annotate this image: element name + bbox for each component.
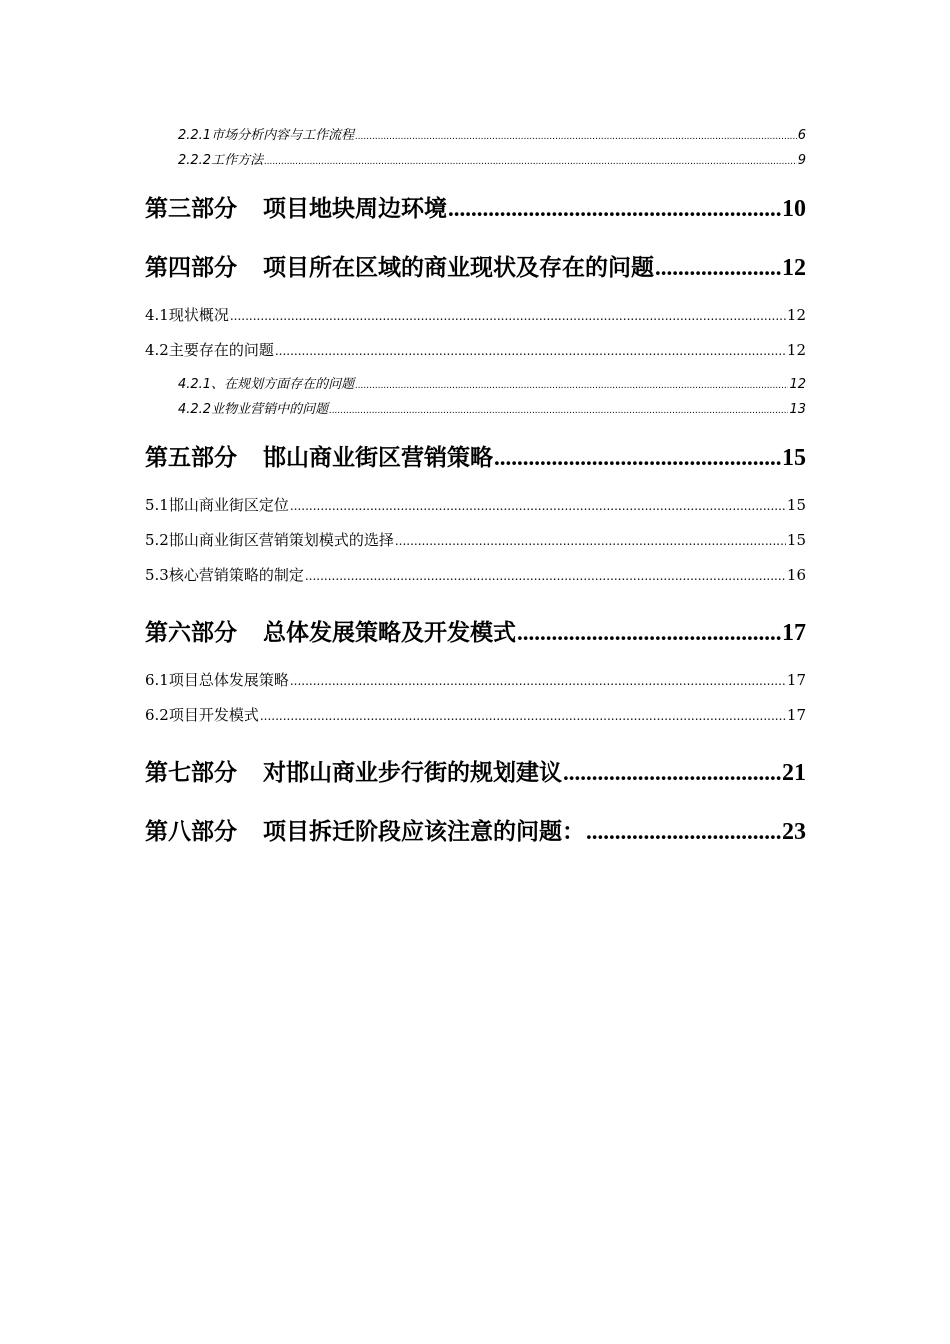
toc-entry-5-2[interactable] <box>145 529 806 551</box>
dot-leader <box>517 617 781 649</box>
toc-part-label <box>145 816 585 848</box>
dot-leader <box>586 816 781 848</box>
dot-leader <box>395 530 786 552</box>
toc-entry-5-1[interactable] <box>145 494 806 516</box>
toc-entry-label: 5.3核心营销策略的制定 <box>145 566 304 584</box>
toc-page-number: 15 <box>782 445 806 471</box>
toc-page-number: 12 <box>789 377 806 392</box>
toc-page-number: 17 <box>786 671 806 689</box>
toc-entry-4-2[interactable] <box>145 339 806 361</box>
toc-page-number: 6 <box>797 128 806 143</box>
toc-part-number: 第三部分 <box>145 196 237 222</box>
toc-part-label <box>145 442 493 474</box>
toc-entry-label: 6.1项目总体发展策略 <box>145 671 289 689</box>
toc-entry-label: 4.2.1、在规划方面存在的问题 <box>178 377 355 392</box>
toc-part-label <box>145 252 654 284</box>
toc-page-number: 10 <box>782 196 806 222</box>
dot-leader <box>655 252 781 284</box>
toc-part-title: 项目所在区域的商业现状及存在的问题 <box>263 255 654 281</box>
dot-leader <box>563 757 781 789</box>
dot-leader <box>494 442 781 474</box>
toc-entry-label: 6.2项目开发模式 <box>145 706 259 724</box>
toc-part-title: 对邯山商业步行街的规划建议 <box>263 760 562 786</box>
toc-page-number: 9 <box>797 153 806 168</box>
toc-part-8[interactable] <box>145 816 806 848</box>
toc-entry-label: 4.2.2业物业营销中的问题 <box>178 402 329 417</box>
toc-entry-2-2-2[interactable] <box>178 152 806 170</box>
toc-page-number: 21 <box>782 760 806 786</box>
toc-part-4[interactable] <box>145 252 806 284</box>
toc-page-number: 15 <box>786 496 806 514</box>
toc-part-title: 项目拆迁阶段应该注意的问题： <box>263 819 585 845</box>
toc-part-number: 第五部分 <box>145 445 237 471</box>
toc-entry-label: 4.1现状概况 <box>145 306 229 324</box>
toc-page-number: 12 <box>786 341 806 359</box>
dot-leader <box>355 128 797 146</box>
dot-leader <box>448 193 781 225</box>
dot-leader <box>275 340 786 362</box>
toc-entry-4-1[interactable] <box>145 304 806 326</box>
toc-part-number: 第四部分 <box>145 255 237 281</box>
toc-entry-4-2-2[interactable] <box>178 401 806 419</box>
toc-part-label <box>145 757 562 789</box>
toc-part-label <box>145 193 447 225</box>
toc-page-number: 12 <box>782 255 806 281</box>
toc-entry-label: 4.2主要存在的问题 <box>145 341 274 359</box>
toc-entry-label: 5.2邯山商业街区营销策划模式的选择 <box>145 531 394 549</box>
toc-part-7[interactable] <box>145 757 806 789</box>
toc-page-number: 17 <box>786 706 806 724</box>
toc-part-title: 项目地块周边环境 <box>263 196 447 222</box>
toc-part-number: 第七部分 <box>145 760 237 786</box>
dot-leader <box>260 705 786 727</box>
toc-entry-label: 2.2.1市场分析内容与工作流程 <box>178 128 355 143</box>
toc-part-number: 第六部分 <box>145 620 237 646</box>
toc-page-number: 15 <box>786 531 806 549</box>
toc-entry-4-2-1[interactable] <box>178 376 806 394</box>
toc-part-title: 邯山商业街区营销策略 <box>263 445 493 471</box>
toc-entry-label: 2.2.2工作方法 <box>178 153 264 168</box>
toc-part-label <box>145 617 516 649</box>
dot-leader <box>355 377 788 395</box>
toc-page-number: 23 <box>782 819 806 845</box>
toc-part-number: 第八部分 <box>145 819 237 845</box>
toc-entry-2-2-1[interactable] <box>178 127 806 145</box>
toc-entry-label: 5.1邯山商业街区定位 <box>145 496 289 514</box>
toc-part-3[interactable] <box>145 193 806 225</box>
dot-leader <box>290 495 786 517</box>
dot-leader <box>290 670 786 692</box>
toc-entry-6-2[interactable] <box>145 704 806 726</box>
toc-part-5[interactable] <box>145 442 806 474</box>
dot-leader <box>264 153 797 171</box>
toc-page-number: 16 <box>786 566 806 584</box>
toc-page-number: 17 <box>782 620 806 646</box>
toc-page-number: 13 <box>789 402 806 417</box>
toc-page-number: 12 <box>786 306 806 324</box>
toc-entry-6-1[interactable] <box>145 669 806 691</box>
dot-leader <box>329 402 788 420</box>
toc-part-title: 总体发展策略及开发模式 <box>263 620 516 646</box>
toc-part-6[interactable] <box>145 617 806 649</box>
dot-leader <box>305 565 786 587</box>
toc-entry-5-3[interactable] <box>145 564 806 586</box>
dot-leader <box>230 305 786 327</box>
